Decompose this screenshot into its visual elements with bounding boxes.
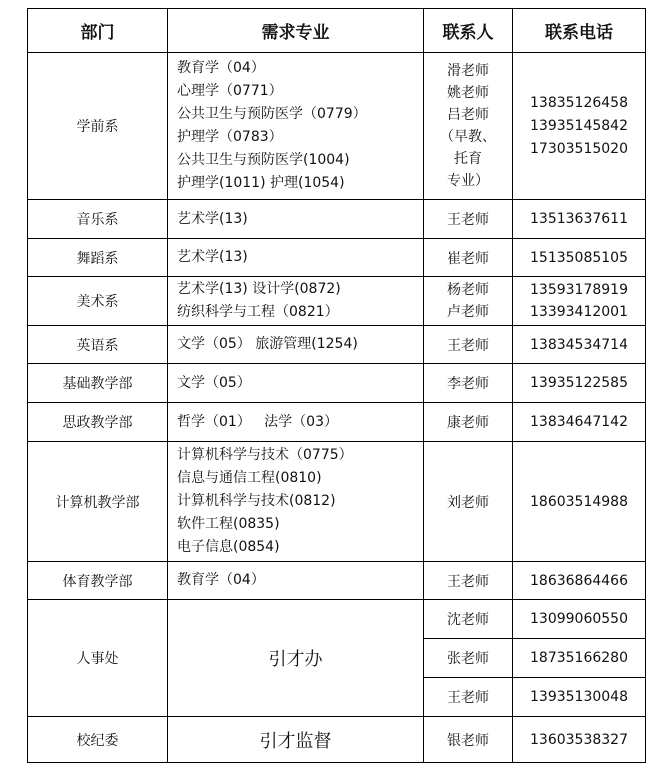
header-majors: 需求专业 xyxy=(168,9,424,53)
phone-cell: 13513637611 xyxy=(513,200,646,239)
major-item: 计算机科学与技术（0775） xyxy=(177,447,353,463)
dept-cell: 美术系 xyxy=(28,277,168,326)
majors-cell xyxy=(168,326,424,364)
phone-cell: 13834647142 xyxy=(513,403,646,442)
majors-cell xyxy=(168,364,424,403)
contact-item: 姚老师 xyxy=(447,85,489,101)
major-item: 护理学(1011) 护理(1054) xyxy=(177,175,345,191)
contact-item: 专业） xyxy=(447,173,489,189)
major-item: 软件工程(0835) xyxy=(177,516,280,532)
major-item: 公共卫生与预防医学（0779） xyxy=(177,106,367,122)
phone-cell: 18735166280 xyxy=(513,639,646,678)
contact-item: 卢老师 xyxy=(447,304,489,320)
major-item: 纺织科学与工程（0821） xyxy=(177,304,339,320)
dept-cell: 思政教学部 xyxy=(28,403,168,442)
phone-number: 13935145842 xyxy=(530,117,628,134)
contact-item: 托育 xyxy=(454,151,482,167)
phone-cell xyxy=(513,53,646,200)
office-cell: 引才监督 xyxy=(168,717,424,763)
table-row xyxy=(28,239,646,277)
major-item: 公共卫生与预防医学(1004) xyxy=(177,152,350,168)
contact-cell xyxy=(424,277,513,326)
phone-cell: 13935130048 xyxy=(513,678,646,717)
contact-cell: 崔老师 xyxy=(424,239,513,277)
office-cell: 引才办 xyxy=(168,600,424,717)
majors-cell xyxy=(168,442,424,562)
table-row xyxy=(28,600,646,639)
table-row xyxy=(28,403,646,442)
dept-cell: 校纪委 xyxy=(28,717,168,763)
header-dept: 部门 xyxy=(28,9,168,53)
major-item: 艺术学(13) xyxy=(177,210,248,227)
phone-number: 17303515020 xyxy=(530,140,628,157)
table-row xyxy=(28,53,646,200)
phone-cell: 13603538327 xyxy=(513,717,646,763)
phone-number: 13393412001 xyxy=(530,304,628,320)
contact-cell: 王老师 xyxy=(424,326,513,364)
major-item: 哲学（01） 法学（03） xyxy=(177,413,338,430)
recruitment-contact-table xyxy=(27,8,646,763)
phone-cell: 15135085105 xyxy=(513,239,646,277)
table-row xyxy=(28,277,646,326)
table-row xyxy=(28,562,646,600)
contact-cell: 沈老师 xyxy=(424,600,513,639)
majors-cell xyxy=(168,403,424,442)
dept-cell: 舞蹈系 xyxy=(28,239,168,277)
dept-cell: 体育教学部 xyxy=(28,562,168,600)
major-item: 文学（05） xyxy=(177,374,251,391)
contact-item: 吕老师 xyxy=(447,107,489,123)
contact-cell xyxy=(424,53,513,200)
table-row xyxy=(28,326,646,364)
contact-item: 滑老师 xyxy=(447,63,489,79)
major-item: 艺术学(13) xyxy=(177,249,248,265)
major-item: 计算机科学与技术(0812) xyxy=(177,493,336,509)
contact-cell: 银老师 xyxy=(424,717,513,763)
majors-cell xyxy=(168,200,424,239)
phone-cell: 13834534714 xyxy=(513,326,646,364)
table-row xyxy=(28,364,646,403)
majors-cell xyxy=(168,277,424,326)
header-phone: 联系电话 xyxy=(513,9,646,53)
major-item: 文学（05） 旅游管理(1254) xyxy=(177,336,358,352)
major-item: 信息与通信工程(0810) xyxy=(177,470,322,486)
contact-cell: 张老师 xyxy=(424,639,513,678)
contact-cell: 康老师 xyxy=(424,403,513,442)
dept-cell: 学前系 xyxy=(28,53,168,200)
dept-cell: 计算机教学部 xyxy=(28,442,168,562)
contact-item: 杨老师 xyxy=(447,282,489,298)
majors-cell xyxy=(168,53,424,200)
table-row xyxy=(28,200,646,239)
phone-number: 13835126458 xyxy=(530,94,628,111)
major-item: 教育学（04） xyxy=(177,572,265,588)
phone-cell: 13099060550 xyxy=(513,600,646,639)
dept-cell: 基础教学部 xyxy=(28,364,168,403)
dept-cell: 人事处 xyxy=(28,600,168,717)
phone-number: 13593178919 xyxy=(530,282,628,298)
header-contact: 联系人 xyxy=(424,9,513,53)
major-item: 护理学（0783） xyxy=(177,129,283,145)
contact-cell: 王老师 xyxy=(424,678,513,717)
majors-cell xyxy=(168,239,424,277)
header-row xyxy=(28,9,646,53)
contact-cell: 王老师 xyxy=(424,562,513,600)
contact-cell: 李老师 xyxy=(424,364,513,403)
table-row xyxy=(28,717,646,763)
major-item: 电子信息(0854) xyxy=(177,539,280,555)
dept-cell: 音乐系 xyxy=(28,200,168,239)
major-item: 心理学（0771） xyxy=(177,83,283,99)
table-row xyxy=(28,442,646,562)
phone-cell: 18603514988 xyxy=(513,442,646,562)
majors-cell xyxy=(168,562,424,600)
phone-cell: 13935122585 xyxy=(513,364,646,403)
major-item: 艺术学(13) 设计学(0872) xyxy=(177,281,341,297)
contact-cell: 王老师 xyxy=(424,200,513,239)
phone-cell xyxy=(513,277,646,326)
contact-cell: 刘老师 xyxy=(424,442,513,562)
contact-item: （早教、 xyxy=(440,129,496,145)
major-item: 教育学（04） xyxy=(177,60,265,76)
phone-cell: 18636864466 xyxy=(513,562,646,600)
dept-cell: 英语系 xyxy=(28,326,168,364)
